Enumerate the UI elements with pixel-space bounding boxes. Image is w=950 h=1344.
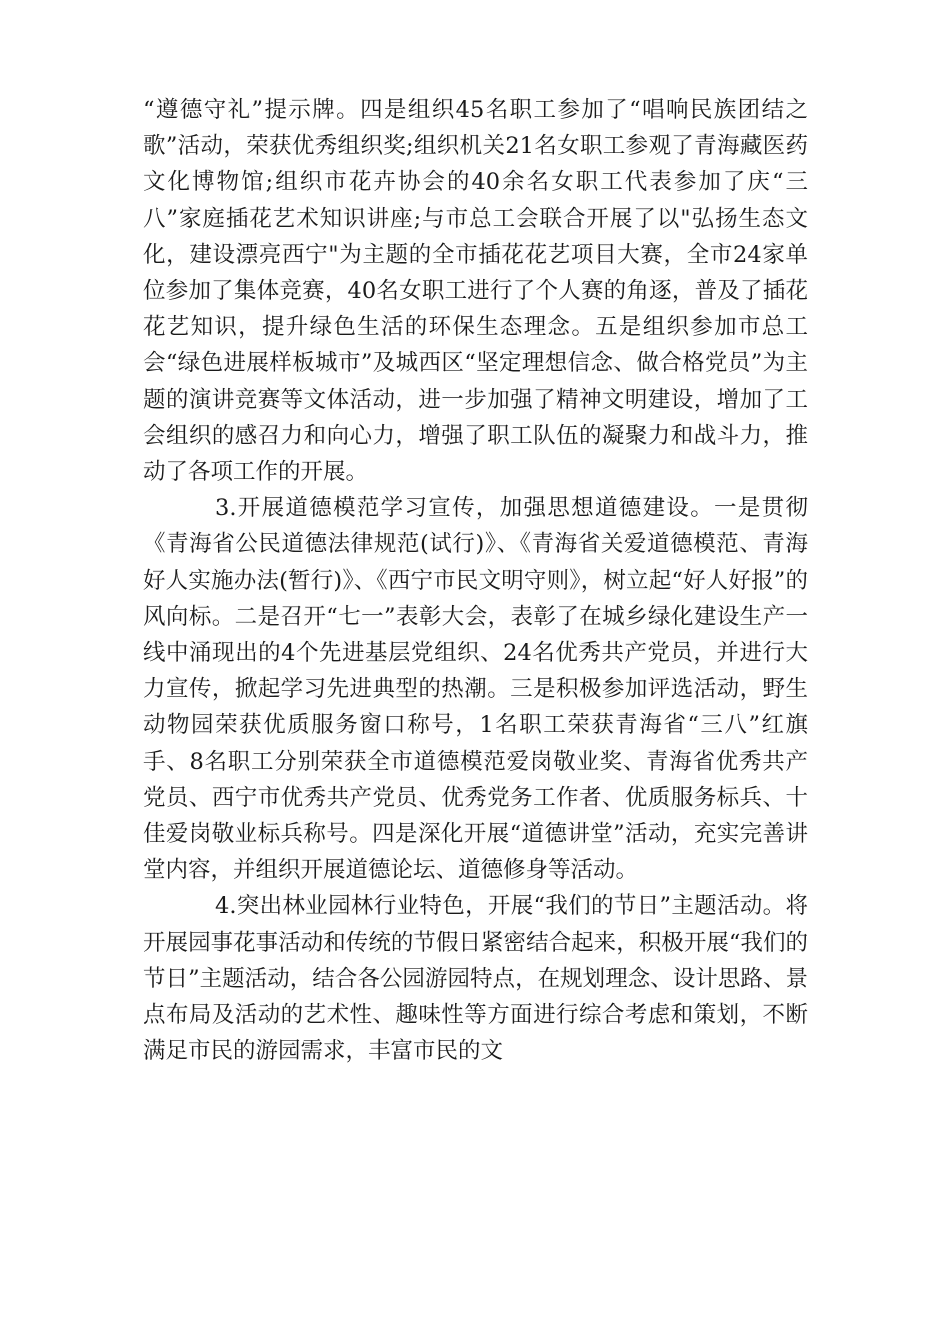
document-body bbox=[143, 92, 808, 1069]
paragraph-section-3: 3.开展道德模范学习宣传，加强思想道德建设。一是贯彻《青海省公民道德法律规范(试行)》、《青海省关爱道德模范、青海好人实施办法(暂行)》、《西宁市民文明守则》，树立起“好人好报”的风向标。二是召开“七一”表彰大会，表彰了在城乡绿化建设生产一线中涌现出的4个先进基层党组织、24名优秀共产党员，并进行大力宣传，掀起学习先进典型的热潮。三是积极参加评选活动，野生动物园荣获优质服务窗口称号，1名职工荣获青海省“三八”红旗手、8名职工分别荣获全市道德模范爱岗敬业奖、青海省优秀共产党员、西宁市优秀共产党员、优秀党务工作者、优质服务标兵、十佳爱岗敬业标兵称号。四是深化开展“道德讲堂”活动，充实完善讲堂内容，并组织开展道德论坛、道德修身等活动。 bbox=[143, 495, 808, 884]
paragraph-section-4: 4.突出林业园林行业特色，开展“我们的节日”主题活动。将开展园事花事活动和传统的节假日紧密结合起来，积极开展“我们的节日”主题活动，结合各公园游园特点，在规划理念、设计思路、景点布局及活动的艺术性、趣味性等方面进行综合考虑和策划，不断满足市民的游园需求，丰富市民的文 bbox=[143, 893, 808, 1065]
paragraph-continuation: “遵德守礼”提示牌。四是组织45名职工参加了“唱响民族团结之歌”活动，荣获优秀组织奖;组织机关21名女职工参观了青海藏医药文化博物馆;组织市花卉协会的40余名女职工代表参加了庆“三八”家庭插花艺术知识讲座;与市总工会联合开展了以"弘扬生态文化，建设漂亮西宁"为主题的全市插花花艺项目大赛，全市24家单位参加了集体竞赛，40名女职工进行了个人赛的角逐，普及了插花花艺知识，提升绿色生活的环保生态理念。五是组织参加市总工会“绿色进展样板城市”及城西区“坚定理想信念、做合格党员”为主题的演讲竞赛等文体活动，进一步加强了精神文明建设，增加了工会组织的感召力和向心力，增强了职工队伍的凝聚力和战斗力，推动了各项工作的开展。 bbox=[143, 97, 808, 486]
